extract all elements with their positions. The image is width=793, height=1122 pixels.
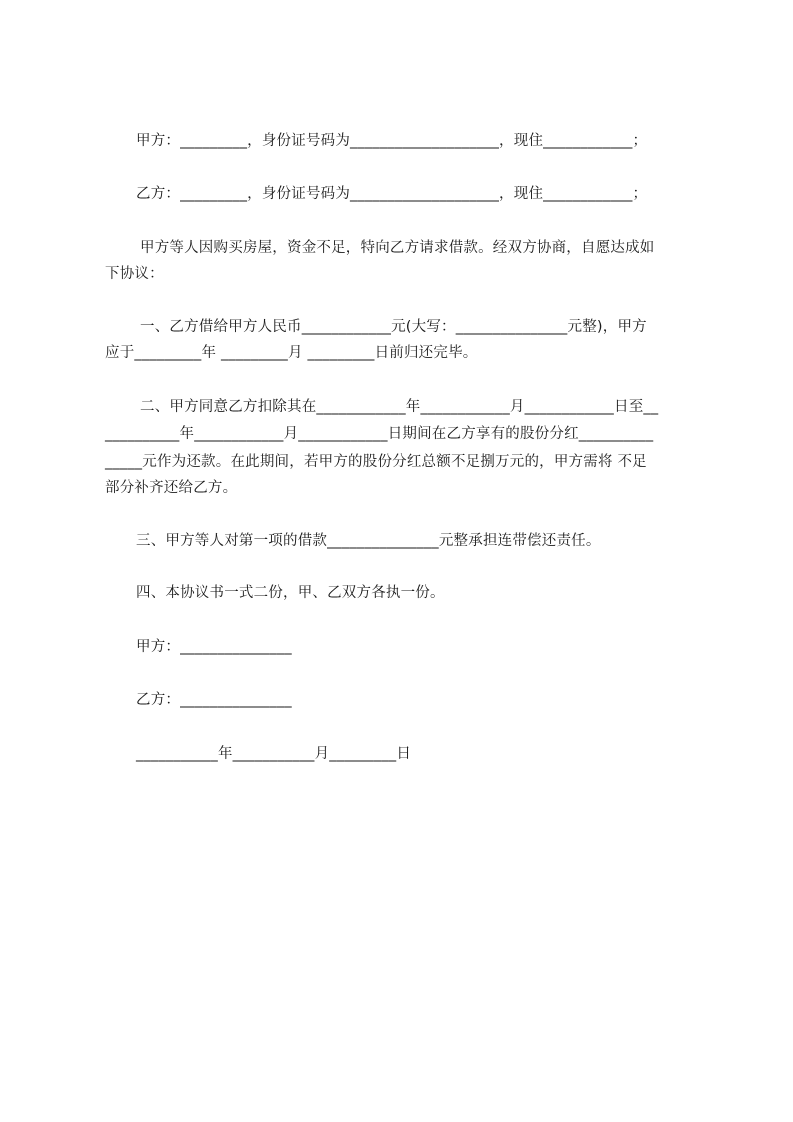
intro-line-1: 甲方等人因购买房屋，资金不足，特向乙方请求借款。经双方协商，自愿达成如 [140,240,655,256]
clause-4: 四、本协议书一式二份，甲、乙双方各执一份。 [136,585,445,601]
clause-2-line-2: __________年____________月____________日期间在乙方享有的股份分红__________ [105,426,654,442]
intro-line-2: 下协议： [105,266,164,282]
clause-1-line-1: 一、乙方借给甲方人民币____________元(大写：_______________元整)，甲方 [140,319,647,335]
clause-2-line-1: 二、甲方同意乙方扣除其在____________年____________月____________日至__ [140,399,659,415]
clause-3: 三、甲方等人对第一项的借款_______________元整承担连带偿还责任。 [136,533,601,549]
party-b-line: 乙方：_________，身份证号码为____________________，现住____________； [136,186,648,202]
signature-party-a: 甲方：_______________ [136,639,292,655]
signature-date: ___________年___________月_________日 [136,746,412,762]
clause-1-line-2: 应于_________年 _________月 _________日前归还完毕。 [105,345,478,361]
signature-party-b: 乙方：_______________ [136,692,292,708]
party-a-line: 甲方：_________，身份证号码为____________________，现住____________； [136,133,648,149]
clause-2-line-3: _____元作为还款。在此期间，若甲方的股份分红总额不足捌万元的，甲方需将 不足 [105,454,647,470]
clause-2-line-4: 部分补齐还给乙方。 [105,480,238,496]
